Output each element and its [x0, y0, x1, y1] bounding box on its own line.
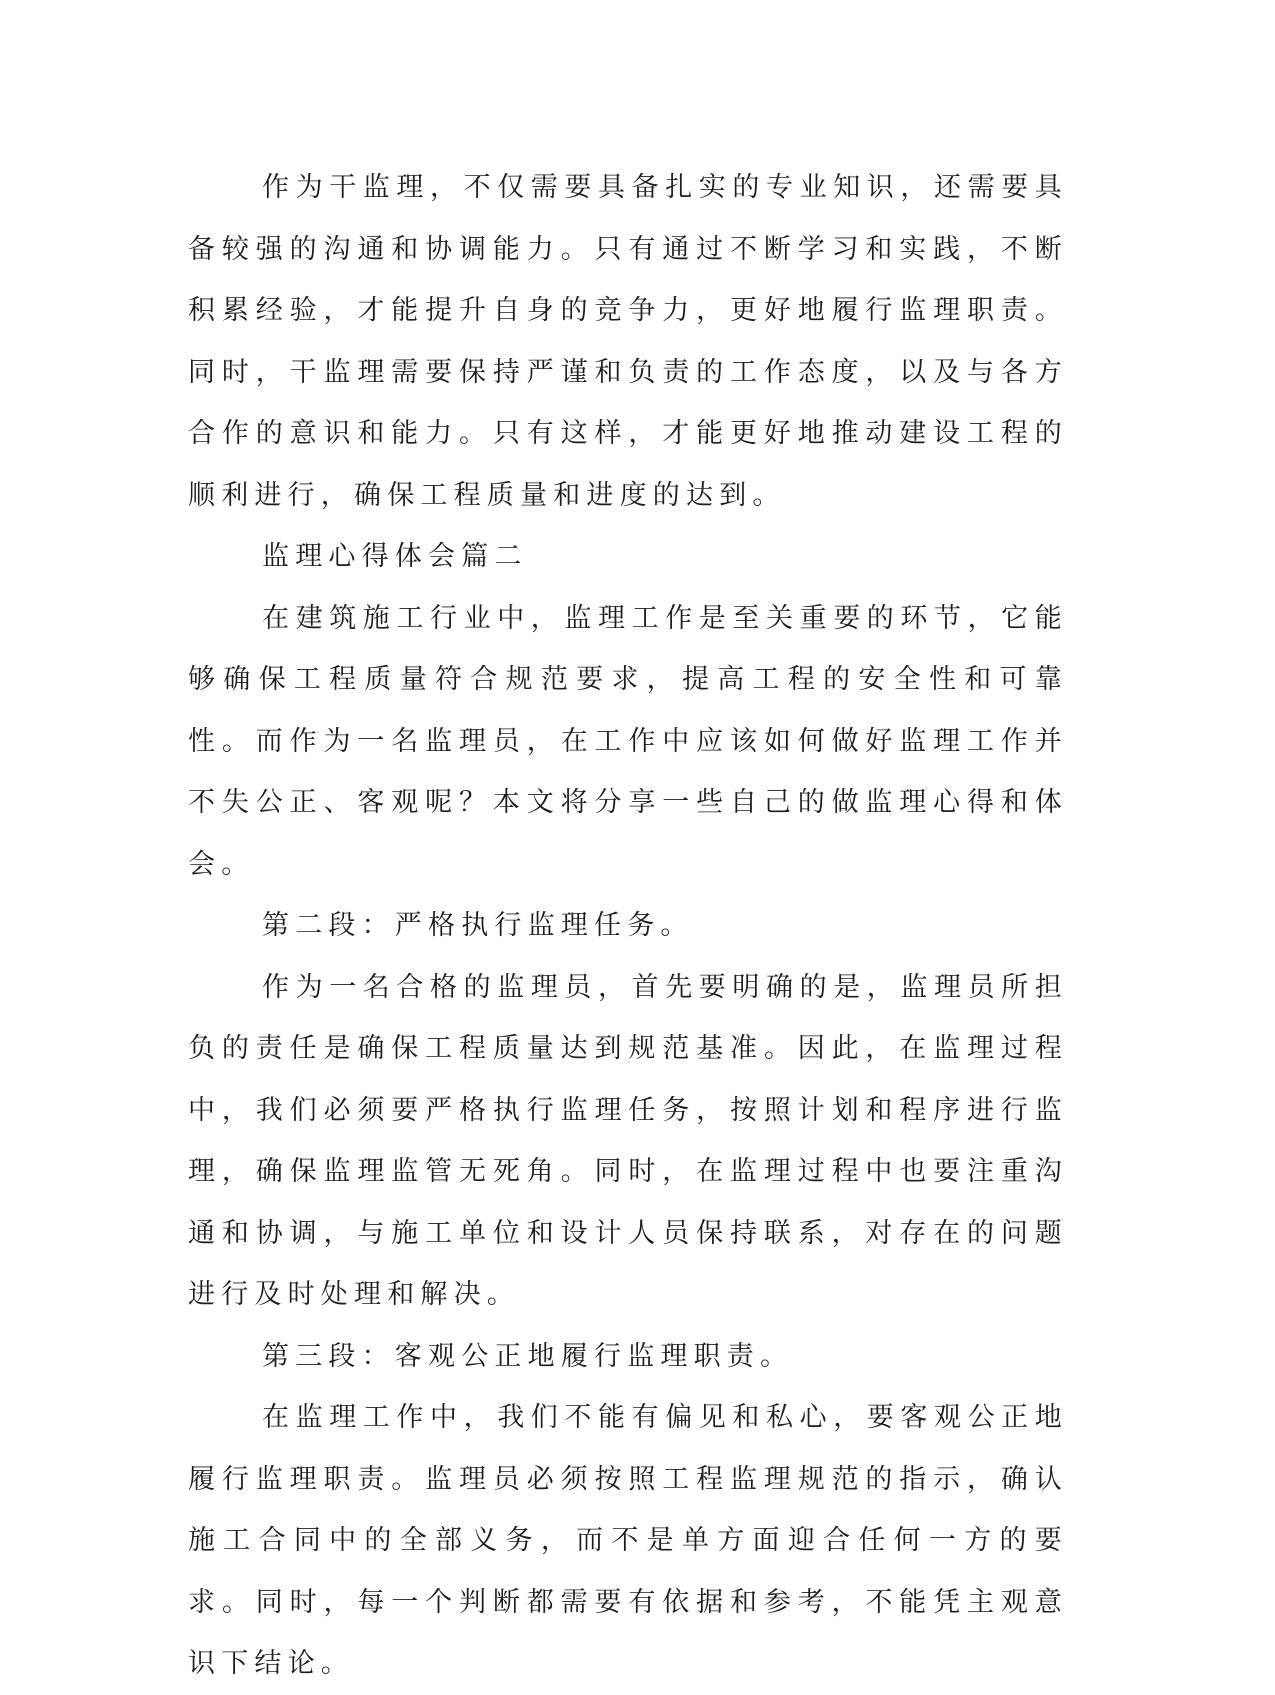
section-heading-part-two: 监理心得体会篇二: [262, 541, 528, 572]
paragraph-intro-conclusion: 作为干监理，不仅需要具备扎实的专业知识，还需要具备较强的沟通和协调能力。只有通过不断学习和实践，不断积累经验，才能提升自身的竞争力，更好地履行监理职责。同时，干监理需要保持严谨和负责的工作态度，以及与各方合作的意识和能力。只有这样，才能更好地推动建设工程的顺利进行，确保工程质量和进度的达到。: [188, 172, 1068, 511]
section-heading-third: 第三段：客观公正地履行监理职责。: [262, 1340, 794, 1372]
paragraph-strict-execution: 作为一名合格的监理员，首先要明确的是，监理员所担负的责任是确保工程质量达到规范基准。因此，在监理过程中，我们必须要严格执行监理任务，按照计划和程序进行监理，确保监理监管无死角。同时，在监理过程中也要注重沟通和协调，与施工单位和设计人员保持联系，对存在的问题进行及时处理和解决。: [188, 971, 1068, 1310]
document-body: [188, 157, 1068, 1695]
paragraph-introduction: 在建筑施工行业中，监理工作是至关重要的环节，它能够确保工程质量符合规范要求，提高工程的安全性和可靠性。而作为一名监理员，在工作中应该如何做好监理工作并不失公正、客观呢？本文将分享一些自己的做监理心得和体会。: [188, 602, 1068, 880]
section-heading-second: 第二段：严格执行监理任务。: [262, 910, 694, 941]
paragraph-objective-fairness: 在监理工作中，我们不能有偏见和私心，要客观公正地履行监理职责。监理员必须按照工程监理规范的指示，确认施工合同中的全部义务，而不是单方面迎合任何一方的要求。同时，每一个判断都需要有依据和参考，不能凭主观意识下结论。: [188, 1402, 1068, 1679]
